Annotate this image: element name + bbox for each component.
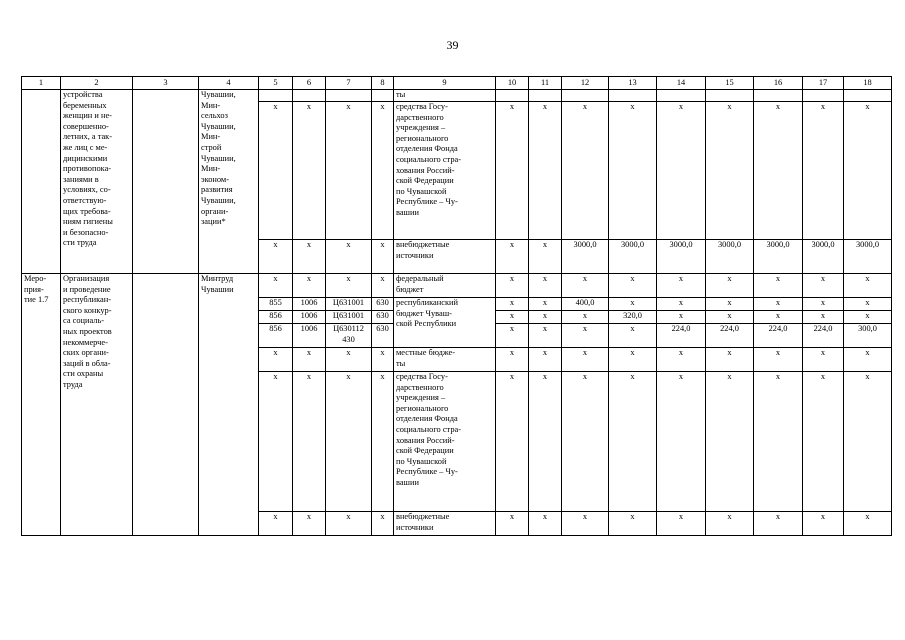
value-cell: x	[803, 372, 844, 512]
kbk-expense-type: 630	[372, 311, 394, 324]
value-cell: 3000,0	[562, 240, 609, 274]
column-header: 3	[133, 77, 199, 90]
value-cell: x	[706, 274, 754, 298]
value-cell	[657, 90, 706, 102]
value-cell: x	[754, 348, 803, 372]
event-name-cell: устройства беременных женщин и не- совершенно- летних, а так- же лиц с ме- дицинскими противопока- заниями в условиях, со- ответствую- щих требова- ниям гигиены и безопасно- сти труда	[61, 90, 133, 274]
value-cell: x	[754, 274, 803, 298]
funding-source: средства Госу- дарственного учреждения – регионального отделения Фонда социального стра- хования Россий- ской Федерации по Чувашской Республике – Чу- вашии	[394, 372, 496, 512]
column-header: 10	[496, 77, 529, 90]
value-cell: x	[496, 240, 529, 274]
value-cell	[844, 90, 892, 102]
executor-cell: Чувашии, Мин- сельхоз Чувашии, Мин- строй Чувашии, Мин- эконом- развития Чувашии, органи- зации*	[199, 90, 259, 274]
value-cell: x	[706, 102, 754, 240]
kbk-expense-type: 630	[372, 298, 394, 311]
kbk-grbs: x	[259, 102, 293, 240]
value-cell: x	[609, 372, 657, 512]
kbk-expense-type: x	[372, 348, 394, 372]
value-cell: x	[657, 311, 706, 324]
value-cell: x	[657, 372, 706, 512]
value-cell: x	[496, 348, 529, 372]
event-number-cell	[22, 90, 61, 274]
column-header: 5	[259, 77, 293, 90]
kbk-expense-type: 630	[372, 324, 394, 348]
value-cell: 3000,0	[609, 240, 657, 274]
value-cell: x	[496, 102, 529, 240]
kbk-target-article	[326, 90, 372, 102]
kbk-section: x	[293, 372, 326, 512]
table-row	[22, 90, 892, 102]
value-cell: x	[754, 311, 803, 324]
kbk-section: x	[293, 102, 326, 240]
value-cell: x	[844, 102, 892, 240]
column-header: 13	[609, 77, 657, 90]
goal-cell	[133, 274, 199, 536]
column-header: 1	[22, 77, 61, 90]
value-cell: x	[562, 274, 609, 298]
kbk-target-article: x	[326, 512, 372, 536]
value-cell	[803, 90, 844, 102]
kbk-section: 1006	[293, 311, 326, 324]
goal-cell	[133, 90, 199, 274]
value-cell: x	[844, 372, 892, 512]
funding-source: внебюджетные источники	[394, 240, 496, 274]
kbk-grbs	[259, 90, 293, 102]
value-cell: x	[496, 372, 529, 512]
value-cell: x	[657, 512, 706, 536]
kbk-expense-type	[372, 90, 394, 102]
kbk-grbs: x	[259, 240, 293, 274]
column-header: 8	[372, 77, 394, 90]
value-cell: x	[496, 324, 529, 348]
kbk-section: 1006	[293, 324, 326, 348]
value-cell: x	[803, 298, 844, 311]
kbk-section	[293, 90, 326, 102]
budget-table	[21, 76, 892, 536]
value-cell: x	[496, 298, 529, 311]
value-cell: x	[754, 298, 803, 311]
value-cell: x	[803, 274, 844, 298]
value-cell: x	[562, 102, 609, 240]
value-cell: x	[562, 512, 609, 536]
value-cell: x	[706, 348, 754, 372]
event-number-cell: Меро- прия- тие 1.7	[22, 274, 61, 536]
value-cell: x	[657, 274, 706, 298]
kbk-expense-type: x	[372, 102, 394, 240]
kbk-target-article: x	[326, 274, 372, 298]
value-cell: x	[844, 298, 892, 311]
value-cell: x	[529, 324, 562, 348]
funding-source: средства Госу- дарственного учреждения – регионального отделения Фонда социального стра- хования Россий- ской Федерации по Чувашской Республике – Чу- вашии	[394, 102, 496, 240]
value-cell: x	[844, 311, 892, 324]
funding-source: ты	[394, 90, 496, 102]
kbk-target-article: Ц631001	[326, 298, 372, 311]
value-cell: x	[754, 512, 803, 536]
value-cell: x	[706, 298, 754, 311]
kbk-target-article: x	[326, 240, 372, 274]
kbk-target-article: Ц630112 430	[326, 324, 372, 348]
value-cell: x	[706, 311, 754, 324]
kbk-grbs: x	[259, 274, 293, 298]
value-cell: 400,0	[562, 298, 609, 311]
funding-source: федеральный бюджет	[394, 274, 496, 298]
value-cell: x	[496, 274, 529, 298]
column-header: 6	[293, 77, 326, 90]
value-cell: x	[803, 512, 844, 536]
column-header: 4	[199, 77, 259, 90]
kbk-expense-type: x	[372, 372, 394, 512]
value-cell: x	[562, 348, 609, 372]
column-header: 12	[562, 77, 609, 90]
kbk-grbs: 856	[259, 324, 293, 348]
column-header: 14	[657, 77, 706, 90]
value-cell: x	[754, 372, 803, 512]
kbk-section: x	[293, 512, 326, 536]
value-cell	[562, 90, 609, 102]
value-cell: 3000,0	[706, 240, 754, 274]
kbk-section: x	[293, 348, 326, 372]
value-cell: x	[529, 274, 562, 298]
value-cell: x	[803, 102, 844, 240]
value-cell: 300,0	[844, 324, 892, 348]
column-header: 17	[803, 77, 844, 90]
value-cell	[706, 90, 754, 102]
event-name-cell: Организация и проведение республикан- ского конкур- са социаль- ных проектов некоммерче- ских органи- заций в обла- сти охраны труда	[61, 274, 133, 536]
value-cell	[609, 90, 657, 102]
kbk-target-article: x	[326, 102, 372, 240]
column-header: 11	[529, 77, 562, 90]
column-header: 18	[844, 77, 892, 90]
value-cell: x	[529, 298, 562, 311]
executor-cell: Минтруд Чувашии	[199, 274, 259, 536]
column-header: 9	[394, 77, 496, 90]
kbk-target-article: x	[326, 372, 372, 512]
kbk-grbs: 856	[259, 311, 293, 324]
value-cell: x	[657, 102, 706, 240]
value-cell	[496, 90, 529, 102]
value-cell: x	[496, 311, 529, 324]
value-cell: x	[609, 298, 657, 311]
value-cell: x	[529, 102, 562, 240]
value-cell: x	[803, 311, 844, 324]
value-cell: x	[706, 372, 754, 512]
kbk-grbs: x	[259, 512, 293, 536]
value-cell: x	[529, 348, 562, 372]
value-cell: x	[562, 311, 609, 324]
funding-source: республиканский бюджет Чуваш- ской Республики	[394, 298, 496, 348]
value-cell: x	[803, 348, 844, 372]
value-cell: x	[496, 512, 529, 536]
header-row	[22, 77, 892, 90]
value-cell: x	[529, 512, 562, 536]
kbk-grbs: 855	[259, 298, 293, 311]
value-cell	[529, 90, 562, 102]
value-cell: x	[529, 311, 562, 324]
value-cell: 3000,0	[754, 240, 803, 274]
column-header: 7	[326, 77, 372, 90]
page-number: 39	[446, 38, 459, 52]
value-cell: x	[657, 348, 706, 372]
value-cell: x	[609, 324, 657, 348]
kbk-expense-type: x	[372, 274, 394, 298]
value-cell: x	[562, 372, 609, 512]
value-cell: x	[844, 512, 892, 536]
column-header: 2	[61, 77, 133, 90]
kbk-section: x	[293, 274, 326, 298]
kbk-section: x	[293, 240, 326, 274]
kbk-target-article: x	[326, 348, 372, 372]
value-cell: 320,0	[609, 311, 657, 324]
value-cell: x	[562, 324, 609, 348]
column-header: 15	[706, 77, 754, 90]
value-cell: x	[609, 102, 657, 240]
kbk-expense-type: x	[372, 512, 394, 536]
value-cell: x	[529, 240, 562, 274]
value-cell: x	[657, 298, 706, 311]
value-cell: x	[844, 274, 892, 298]
kbk-grbs: x	[259, 372, 293, 512]
table-row	[22, 274, 892, 298]
kbk-expense-type: x	[372, 240, 394, 274]
value-cell	[754, 90, 803, 102]
column-header: 16	[754, 77, 803, 90]
value-cell: x	[609, 348, 657, 372]
funding-source: местные бюдже- ты	[394, 348, 496, 372]
kbk-target-article: Ц631001	[326, 311, 372, 324]
value-cell: x	[529, 372, 562, 512]
value-cell: x	[754, 102, 803, 240]
value-cell: x	[844, 348, 892, 372]
kbk-grbs: x	[259, 348, 293, 372]
funding-source: внебюджетные источники	[394, 512, 496, 536]
value-cell: 224,0	[754, 324, 803, 348]
value-cell: x	[706, 512, 754, 536]
value-cell: 3000,0	[844, 240, 892, 274]
value-cell: 3000,0	[657, 240, 706, 274]
value-cell: 224,0	[706, 324, 754, 348]
kbk-section: 1006	[293, 298, 326, 311]
value-cell: 224,0	[657, 324, 706, 348]
value-cell: 224,0	[803, 324, 844, 348]
value-cell: 3000,0	[803, 240, 844, 274]
value-cell: x	[609, 274, 657, 298]
value-cell: x	[609, 512, 657, 536]
